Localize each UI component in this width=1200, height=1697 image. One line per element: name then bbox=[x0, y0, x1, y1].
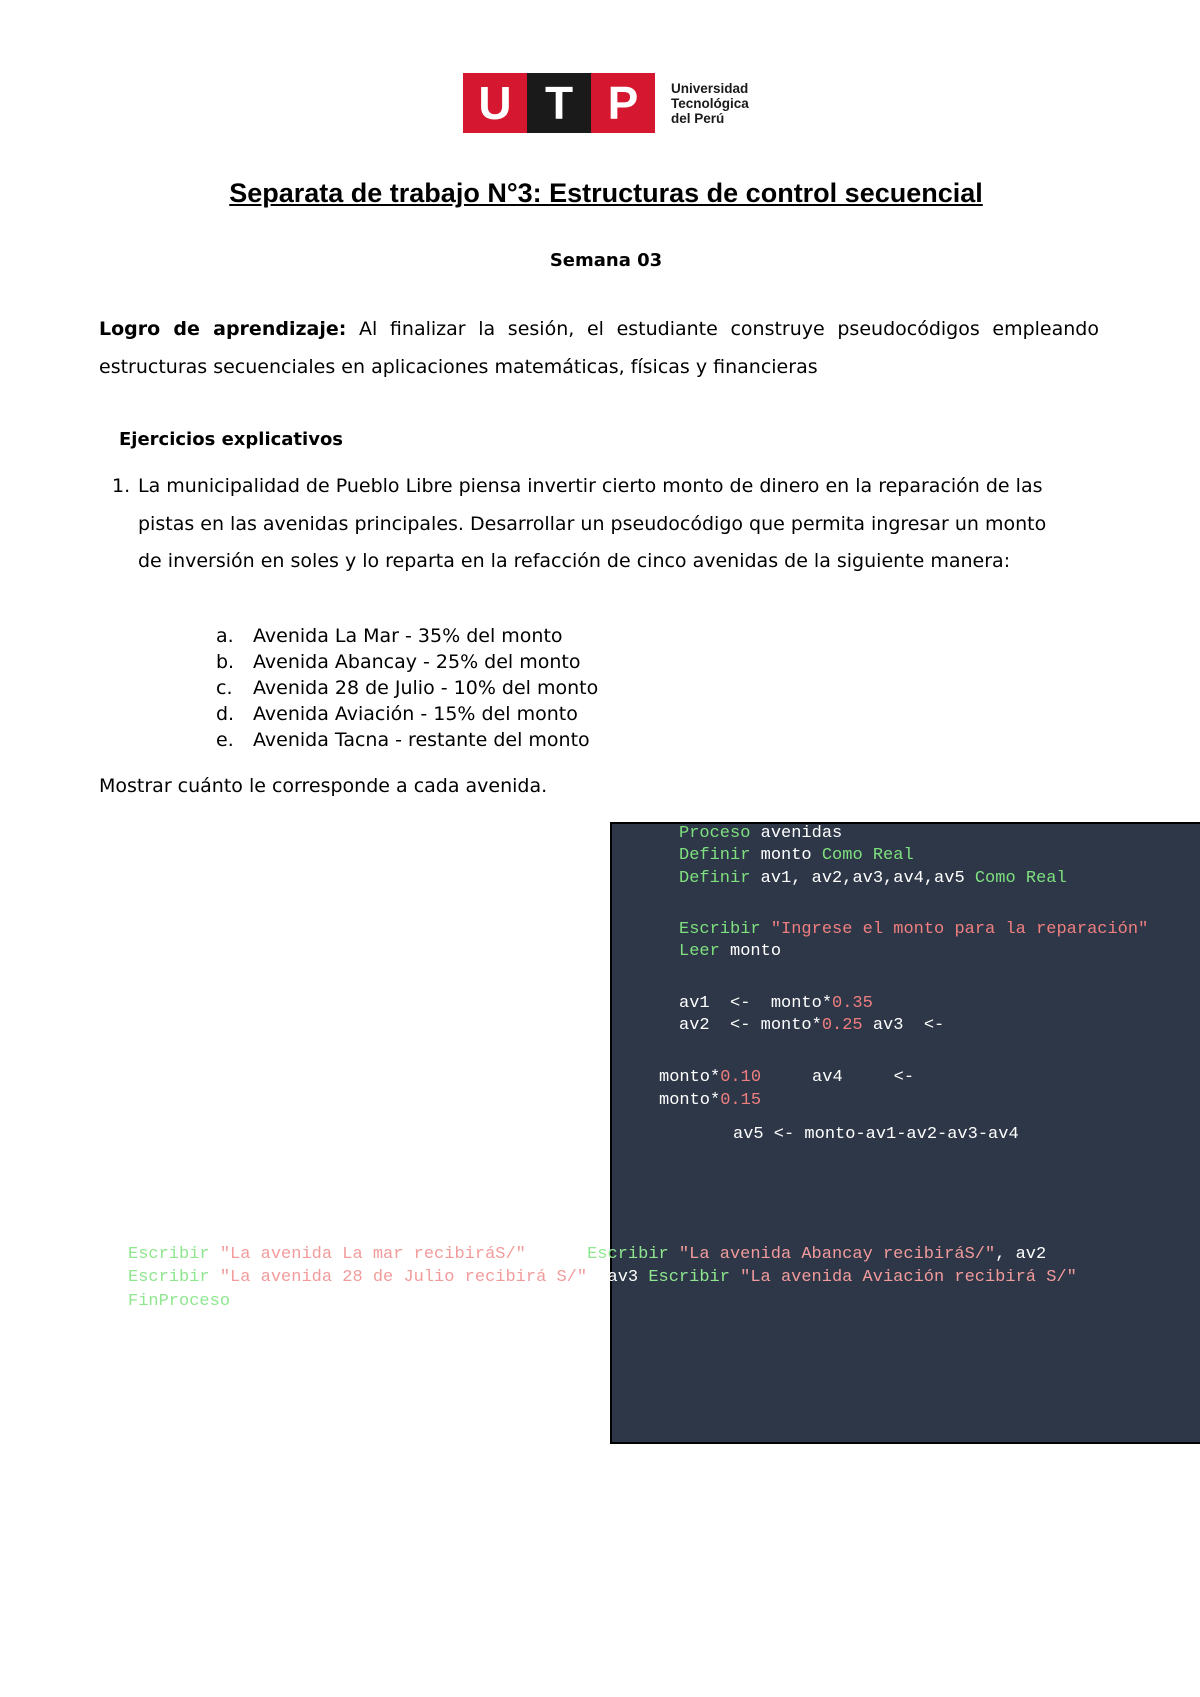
code-line-av4 bbox=[659, 1090, 761, 1112]
code-keyword: Definir bbox=[679, 869, 751, 888]
code-line-finproceso bbox=[128, 1291, 230, 1313]
code-keyword: Como Real bbox=[974, 869, 1067, 888]
code-text: , av2 bbox=[995, 1245, 1047, 1264]
list-item-text: Avenida Abancay - 25% del monto bbox=[253, 651, 581, 673]
code-line-av2 bbox=[679, 1015, 944, 1037]
list-item bbox=[216, 675, 598, 701]
list-item-text: Avenida La Mar - 35% del monto bbox=[253, 625, 563, 647]
code-text: monto bbox=[750, 846, 822, 865]
code-number: 0.10 bbox=[720, 1068, 762, 1087]
logo-line-3: del Perú bbox=[671, 110, 725, 126]
list-item-text: Avenida Tacna - restante del monto bbox=[253, 729, 590, 751]
code-text: monto* bbox=[659, 1068, 721, 1087]
code-line-escribir bbox=[679, 919, 1148, 941]
code-text: av1 <- monto* bbox=[679, 994, 833, 1013]
exercises-heading: Ejercicios explicativos bbox=[119, 429, 344, 450]
code-text: avenidas bbox=[750, 824, 843, 843]
week-label: Semana 03 bbox=[549, 250, 663, 271]
code-line-av5: av5 <- monto-av1-av2-av3-av4 bbox=[733, 1125, 1019, 1144]
code-string: "Ingrese el monto para la reparación" bbox=[760, 920, 1149, 939]
code-keyword: Escribir bbox=[648, 1268, 730, 1287]
list-item-letter: b. bbox=[216, 651, 235, 673]
code-keyword: FinProceso bbox=[128, 1292, 231, 1311]
code-line-output-2 bbox=[128, 1267, 1077, 1289]
list-item-text: Avenida 28 de Julio - 10% del monto bbox=[253, 677, 599, 699]
logo-text bbox=[671, 81, 749, 126]
list-item bbox=[216, 727, 598, 753]
code-line-av3 bbox=[659, 1067, 914, 1089]
code-keyword: Como Real bbox=[821, 846, 914, 865]
avenue-list bbox=[216, 623, 598, 753]
logo-letter-t: T bbox=[527, 73, 591, 133]
code-line-definir-1 bbox=[679, 845, 914, 867]
code-text: av3 <- bbox=[862, 1016, 945, 1035]
list-item-letter: e. bbox=[216, 729, 234, 751]
list-item bbox=[216, 623, 598, 649]
code-text: monto* bbox=[659, 1091, 721, 1110]
list-item-letter: c. bbox=[216, 677, 233, 699]
logo-letter-u: U bbox=[463, 73, 527, 133]
code-string: "La avenida 28 de Julio recibirá S/" bbox=[209, 1268, 588, 1287]
code-line-proceso bbox=[679, 823, 842, 845]
logo-letter-p: P bbox=[591, 73, 655, 133]
code-string: "La avenida La mar recibiráS/" bbox=[209, 1245, 526, 1264]
logo-line-1: Universidad bbox=[671, 80, 749, 96]
code-line-output-1 bbox=[128, 1244, 1046, 1266]
code-text: av1 bbox=[525, 1245, 588, 1264]
code-keyword: Definir bbox=[679, 846, 751, 865]
code-keyword: Proceso bbox=[679, 824, 751, 843]
exercise-1 bbox=[112, 468, 1072, 581]
code-number: 0.35 bbox=[832, 994, 873, 1013]
code-text: monto bbox=[719, 942, 782, 961]
learning-outcome bbox=[99, 310, 1099, 386]
code-keyword: Escribir bbox=[128, 1245, 210, 1264]
code-keyword: Escribir bbox=[128, 1268, 210, 1287]
document-title: Separata de trabajo N°3: Estructuras de control secuencial bbox=[229, 178, 983, 208]
code-keyword: Escribir bbox=[587, 1245, 669, 1264]
code-text: , av3 bbox=[587, 1268, 649, 1287]
learning-outcome-text: Al finalizar la sesión, el estudiante construye pseudocódigos empleando estructuras secuenciales en aplicaciones matemáticas, físicas y financieras bbox=[99, 318, 1099, 378]
learning-outcome-label: Logro de aprendizaje: bbox=[99, 318, 347, 340]
exercise-closing: Mostrar cuánto le corresponde a cada avenida. bbox=[99, 775, 548, 797]
code-text: av1, av2,av3,av4,av5 bbox=[750, 869, 975, 888]
code-number: 0.25 bbox=[821, 1016, 863, 1035]
list-item-letter: d. bbox=[216, 703, 235, 725]
code-text: av2 <- monto* bbox=[679, 1016, 822, 1035]
list-item bbox=[216, 649, 598, 675]
utp-logo bbox=[463, 73, 749, 133]
list-item bbox=[216, 701, 598, 727]
code-text: av4 <- bbox=[761, 1068, 915, 1087]
code-keyword: Escribir bbox=[679, 920, 761, 939]
code-string: "La avenida Aviación recibirá S/" bbox=[729, 1268, 1077, 1287]
code-keyword: Leer bbox=[679, 942, 720, 961]
exercise-text: La municipalidad de Pueblo Libre piensa invertir cierto monto de dinero en la reparación de las pistas en las avenidas principales. Desarrollar un pseudocódigo que permita ingresar un monto de inversión en soles y lo reparta en la refacción de cinco avenidas de la siguiente manera: bbox=[138, 475, 1047, 572]
code-number: 0.15 bbox=[720, 1091, 762, 1110]
code-string: "La avenida Abancay recibiráS/" bbox=[668, 1245, 996, 1264]
list-item-letter: a. bbox=[216, 625, 234, 647]
list-item-text: Avenida Aviación - 15% del monto bbox=[253, 703, 578, 725]
logo-line-2: Tecnológica bbox=[671, 95, 749, 111]
code-line-leer bbox=[679, 941, 781, 963]
logo-blocks bbox=[463, 73, 655, 133]
code-line-av1 bbox=[679, 993, 873, 1015]
exercise-number: 1. bbox=[112, 475, 131, 497]
code-line-definir-2 bbox=[679, 868, 1067, 890]
